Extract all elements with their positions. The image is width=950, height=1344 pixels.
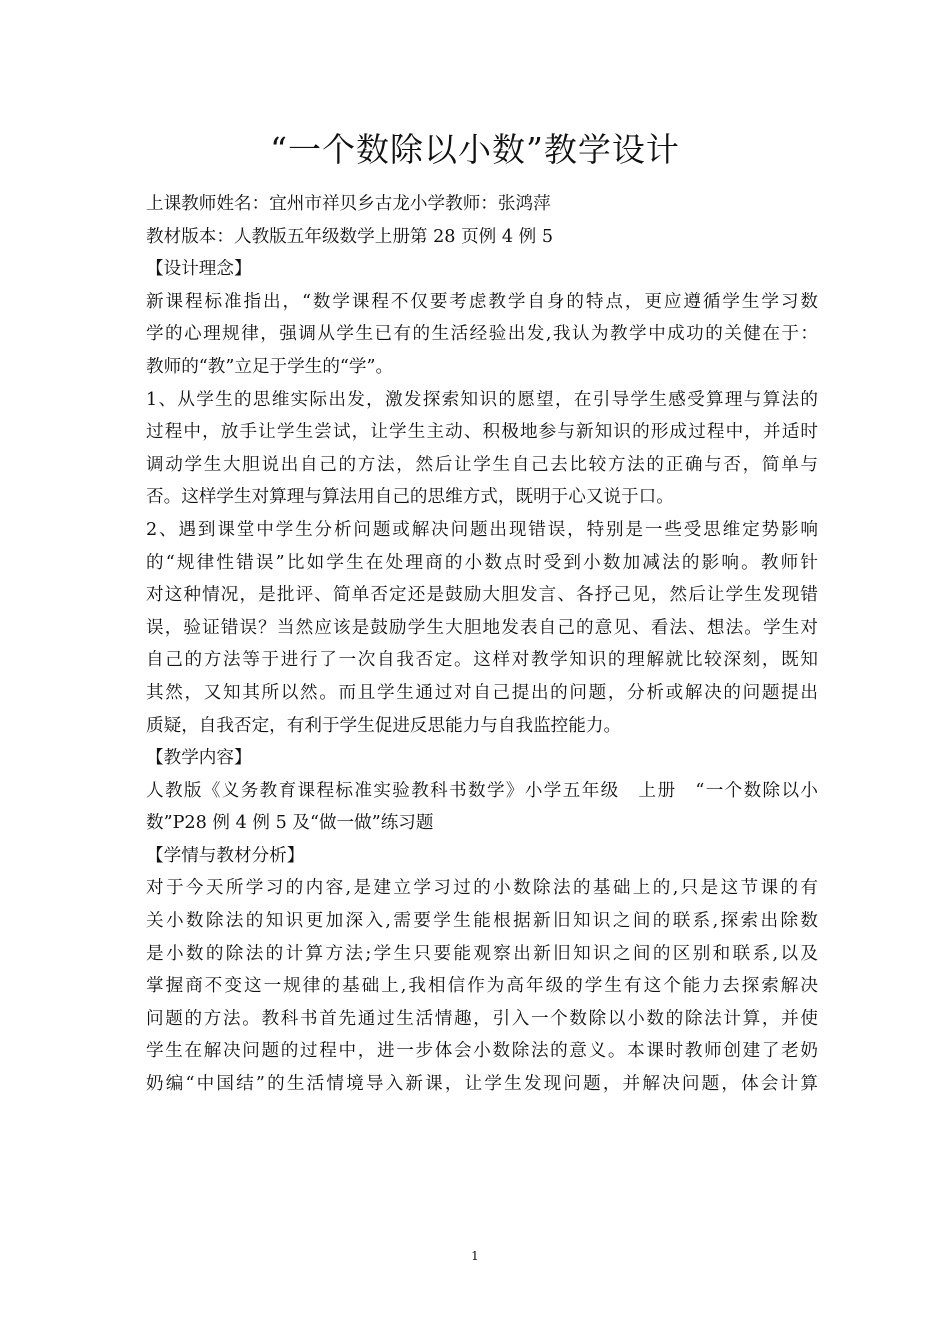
body-line: 关小数除法的知识更加深入,需要学生能根据新旧知识之间的联系,探索出除数 xyxy=(146,911,818,932)
body-line: 学生在解决问题的过程中，进一步体会小数除法的意义。本课时教师创建了老奶 xyxy=(146,1041,818,1062)
body-line: 2、遇到课堂中学生分析问题或解决问题出现错误，特别是一些受思维定势影响 xyxy=(146,519,818,540)
body-line: 误，验证错误？当然应该是鼓励学生大胆地发表自己的意见、看法、想法。学生对 xyxy=(146,617,818,638)
body-line: 自己的方法等于进行了一次自我否定。这样对教学知识的理解就比较深刻，既知 xyxy=(146,650,818,671)
document-body xyxy=(146,188,818,1101)
body-line: 教师的“教”立足于学生的“学”。 xyxy=(146,356,394,377)
body-line: 【设计理念】 xyxy=(146,259,252,280)
body-line: 【教学内容】 xyxy=(146,748,252,769)
body-line: 质疑，自我否定，有利于学生促进反思能力与自我监控能力。 xyxy=(146,715,622,736)
body-line: 的“规律性错误”比如学生在处理商的小数点时受到小数加减法的影响。教师针 xyxy=(146,552,818,573)
body-line: 新课程标准指出，“数学课程不仅要考虑教学自身的特点，更应遵循学生学习数 xyxy=(146,291,818,312)
body-line: 教材版本：人教版五年级数学上册第 28 页例 4 例 5 xyxy=(146,226,554,247)
body-line: 学的心理规律，强调从学生已有的生活经验出发,我认为教学中成功的关健在于： xyxy=(146,324,818,345)
body-line: 人教版《义务教育课程标准实验教科书数学》小学五年级 上册 “一个数除以小 xyxy=(146,780,818,801)
body-line: 【学情与教材分析】 xyxy=(146,845,305,866)
body-line: 数”P28 例 4 例 5 及“做一做”练习题 xyxy=(146,813,434,834)
body-line: 其然，又知其所以然。而且学生通过对自己提出的问题，分析或解决的问题提出 xyxy=(146,682,818,703)
body-line: 问题的方法。教科书首先通过生活情趣，引入一个数除以小数的除法计算，并使 xyxy=(146,1008,818,1029)
body-line: 对这种情况，是批评、简单否定还是鼓励大胆发言、各抒己见，然后让学生发现错 xyxy=(146,585,818,606)
body-line: 1、从学生的思维实际出发，激发探索知识的愿望，在引导学生感受算理与算法的 xyxy=(146,389,818,410)
body-line: 上课教师姓名：宜州市祥贝乡古龙小学教师：张鸿萍 xyxy=(146,194,551,214)
page-number: 1 xyxy=(471,1249,479,1263)
body-line: 是小数的除法的计算方法;学生只要能观察出新旧知识之间的区别和联系,以及 xyxy=(146,943,818,964)
body-line: 掌握商不变这一规律的基础上,我相信作为高年级的学生有这个能力去探索解决 xyxy=(146,976,818,997)
body-line: 奶编“中国结”的生活情境导入新课，让学生发现问题，并解决问题，体会计算 xyxy=(146,1074,818,1095)
body-line: 调动学生大胆说出自己的方法，然后让学生自己去比较方法的正确与否，简单与 xyxy=(146,454,818,475)
body-line: 否。这样学生对算理与算法用自己的思维方式，既明于心又说于口。 xyxy=(146,487,674,508)
document-title: “一个数除以小数”教学设计 xyxy=(270,130,680,169)
body-line: 过程中，放手让学生尝试，让学生主动、积极地参与新知识的形成过程中，并适时 xyxy=(146,422,818,443)
body-line: 对于今天所学习的内容,是建立学习过的小数除法的基础上的,只是这节课的有 xyxy=(146,878,818,899)
